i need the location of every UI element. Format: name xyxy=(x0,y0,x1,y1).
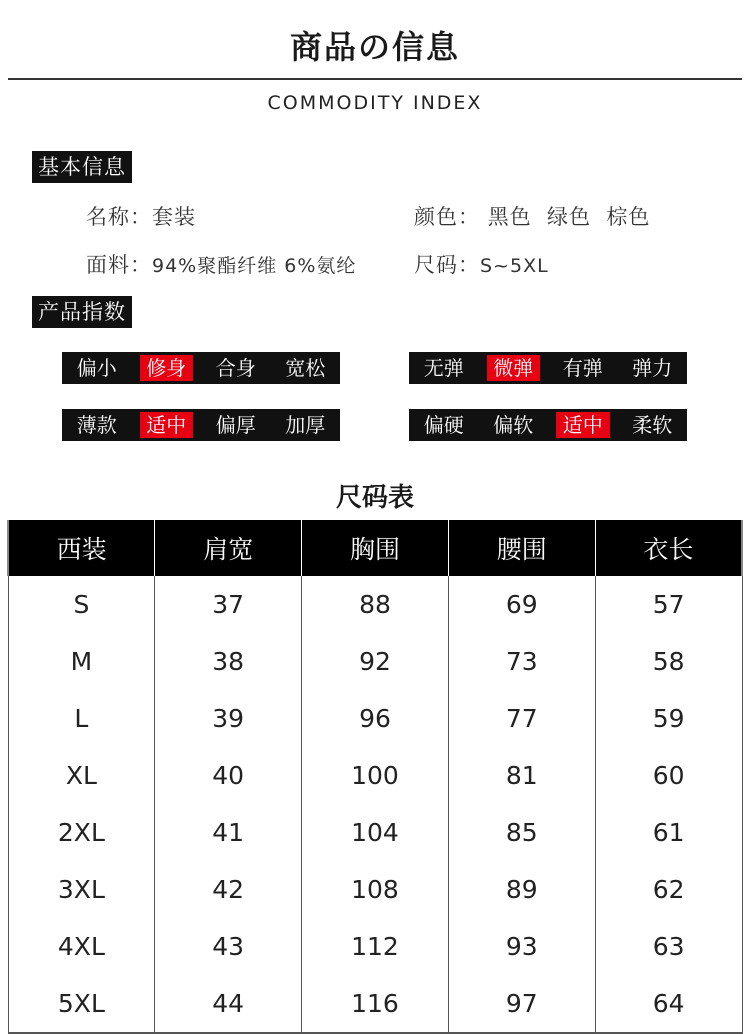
table-cell: 38 xyxy=(155,633,302,690)
thickness-option: 偏厚 xyxy=(215,413,256,437)
thickness-option: 适中 xyxy=(140,412,194,438)
table-cell: 100 xyxy=(302,747,449,804)
table-cell: 42 xyxy=(155,861,302,918)
name-value: 套装 xyxy=(152,205,196,229)
name-info xyxy=(86,201,196,231)
table-cell: 41 xyxy=(155,804,302,861)
header-cell: 西装 xyxy=(8,520,155,576)
size-value: S~5XL xyxy=(480,255,549,277)
table-cell: 85 xyxy=(448,804,595,861)
size-info xyxy=(414,249,549,279)
softness-scale xyxy=(409,409,687,441)
table-cell: 3XL xyxy=(8,861,155,918)
table-cell: 57 xyxy=(595,576,742,633)
table-cell: 77 xyxy=(448,690,595,747)
table-cell: 89 xyxy=(448,861,595,918)
page-subtitle: COMMODITY INDEX xyxy=(267,92,483,114)
thickness-option: 加厚 xyxy=(285,413,326,437)
table-cell: L xyxy=(8,690,155,747)
fit-option: 宽松 xyxy=(285,356,326,380)
size-label: 尺码： xyxy=(414,253,480,277)
table-row xyxy=(8,861,742,918)
fabric-value: 94%聚酯纤维 6%氨纶 xyxy=(152,255,357,277)
table-cell: 61 xyxy=(595,804,742,861)
table-cell: 63 xyxy=(595,918,742,975)
size-table-title: 尺码表 xyxy=(335,483,414,513)
table-cell: 88 xyxy=(302,576,449,633)
table-cell: 93 xyxy=(448,918,595,975)
fit-option: 偏小 xyxy=(76,356,117,380)
table-cell: 64 xyxy=(595,975,742,1033)
table-cell: 97 xyxy=(448,975,595,1033)
size-table-header xyxy=(8,520,742,576)
basic-info-tag: 基本信息 xyxy=(32,151,132,183)
elasticity-option: 无弹 xyxy=(423,356,464,380)
fit-scale xyxy=(62,352,340,384)
table-cell: 58 xyxy=(595,633,742,690)
fabric-info xyxy=(86,249,356,279)
table-row xyxy=(8,975,742,1033)
header-cell: 肩宽 xyxy=(155,520,302,576)
table-cell: 62 xyxy=(595,861,742,918)
table-cell: 112 xyxy=(302,918,449,975)
table-cell: 43 xyxy=(155,918,302,975)
header-cell: 腰围 xyxy=(448,520,595,576)
table-cell: XL xyxy=(8,747,155,804)
table-row xyxy=(8,804,742,861)
table-cell: 4XL xyxy=(8,918,155,975)
softness-option: 偏硬 xyxy=(423,413,464,437)
table-cell: 37 xyxy=(155,576,302,633)
elasticity-scale xyxy=(409,352,687,384)
table-cell: 96 xyxy=(302,690,449,747)
table-cell: 5XL xyxy=(8,975,155,1033)
header-cell: 衣长 xyxy=(595,520,742,576)
table-cell: 116 xyxy=(302,975,449,1033)
softness-option: 适中 xyxy=(556,412,610,438)
softness-option: 柔软 xyxy=(632,413,673,437)
table-cell: 108 xyxy=(302,861,449,918)
table-row xyxy=(8,633,742,690)
thickness-option: 薄款 xyxy=(76,413,117,437)
table-cell: 40 xyxy=(155,747,302,804)
fit-option: 修身 xyxy=(140,355,194,381)
elasticity-option: 有弹 xyxy=(562,356,603,380)
elasticity-option: 微弹 xyxy=(487,355,541,381)
header-cell: 胸围 xyxy=(302,520,449,576)
name-label: 名称： xyxy=(86,205,152,229)
table-cell: 39 xyxy=(155,690,302,747)
color-info xyxy=(414,201,650,231)
softness-option: 偏软 xyxy=(493,413,534,437)
table-row xyxy=(8,576,742,633)
page-title: 商品の信息 xyxy=(289,28,460,66)
table-cell: S xyxy=(8,576,155,633)
title-divider xyxy=(8,78,742,80)
product-index-tag: 产品指数 xyxy=(32,296,132,328)
table-cell: 69 xyxy=(448,576,595,633)
color-value: 黑色 绿色 棕色 xyxy=(487,205,651,229)
table-cell: 81 xyxy=(448,747,595,804)
fabric-label: 面料： xyxy=(86,253,152,277)
table-cell: 59 xyxy=(595,690,742,747)
elasticity-option: 弹力 xyxy=(632,356,673,380)
color-label: 颜色： xyxy=(414,205,480,229)
size-table-body xyxy=(8,576,742,1033)
size-table xyxy=(7,520,743,1034)
table-cell: 2XL xyxy=(8,804,155,861)
table-row xyxy=(8,747,742,804)
table-cell: 92 xyxy=(302,633,449,690)
table-cell: M xyxy=(8,633,155,690)
table-cell: 73 xyxy=(448,633,595,690)
table-row xyxy=(8,918,742,975)
table-cell: 44 xyxy=(155,975,302,1033)
table-cell: 60 xyxy=(595,747,742,804)
table-cell: 104 xyxy=(302,804,449,861)
fit-option: 合身 xyxy=(215,356,256,380)
table-row xyxy=(8,690,742,747)
thickness-scale xyxy=(62,409,340,441)
